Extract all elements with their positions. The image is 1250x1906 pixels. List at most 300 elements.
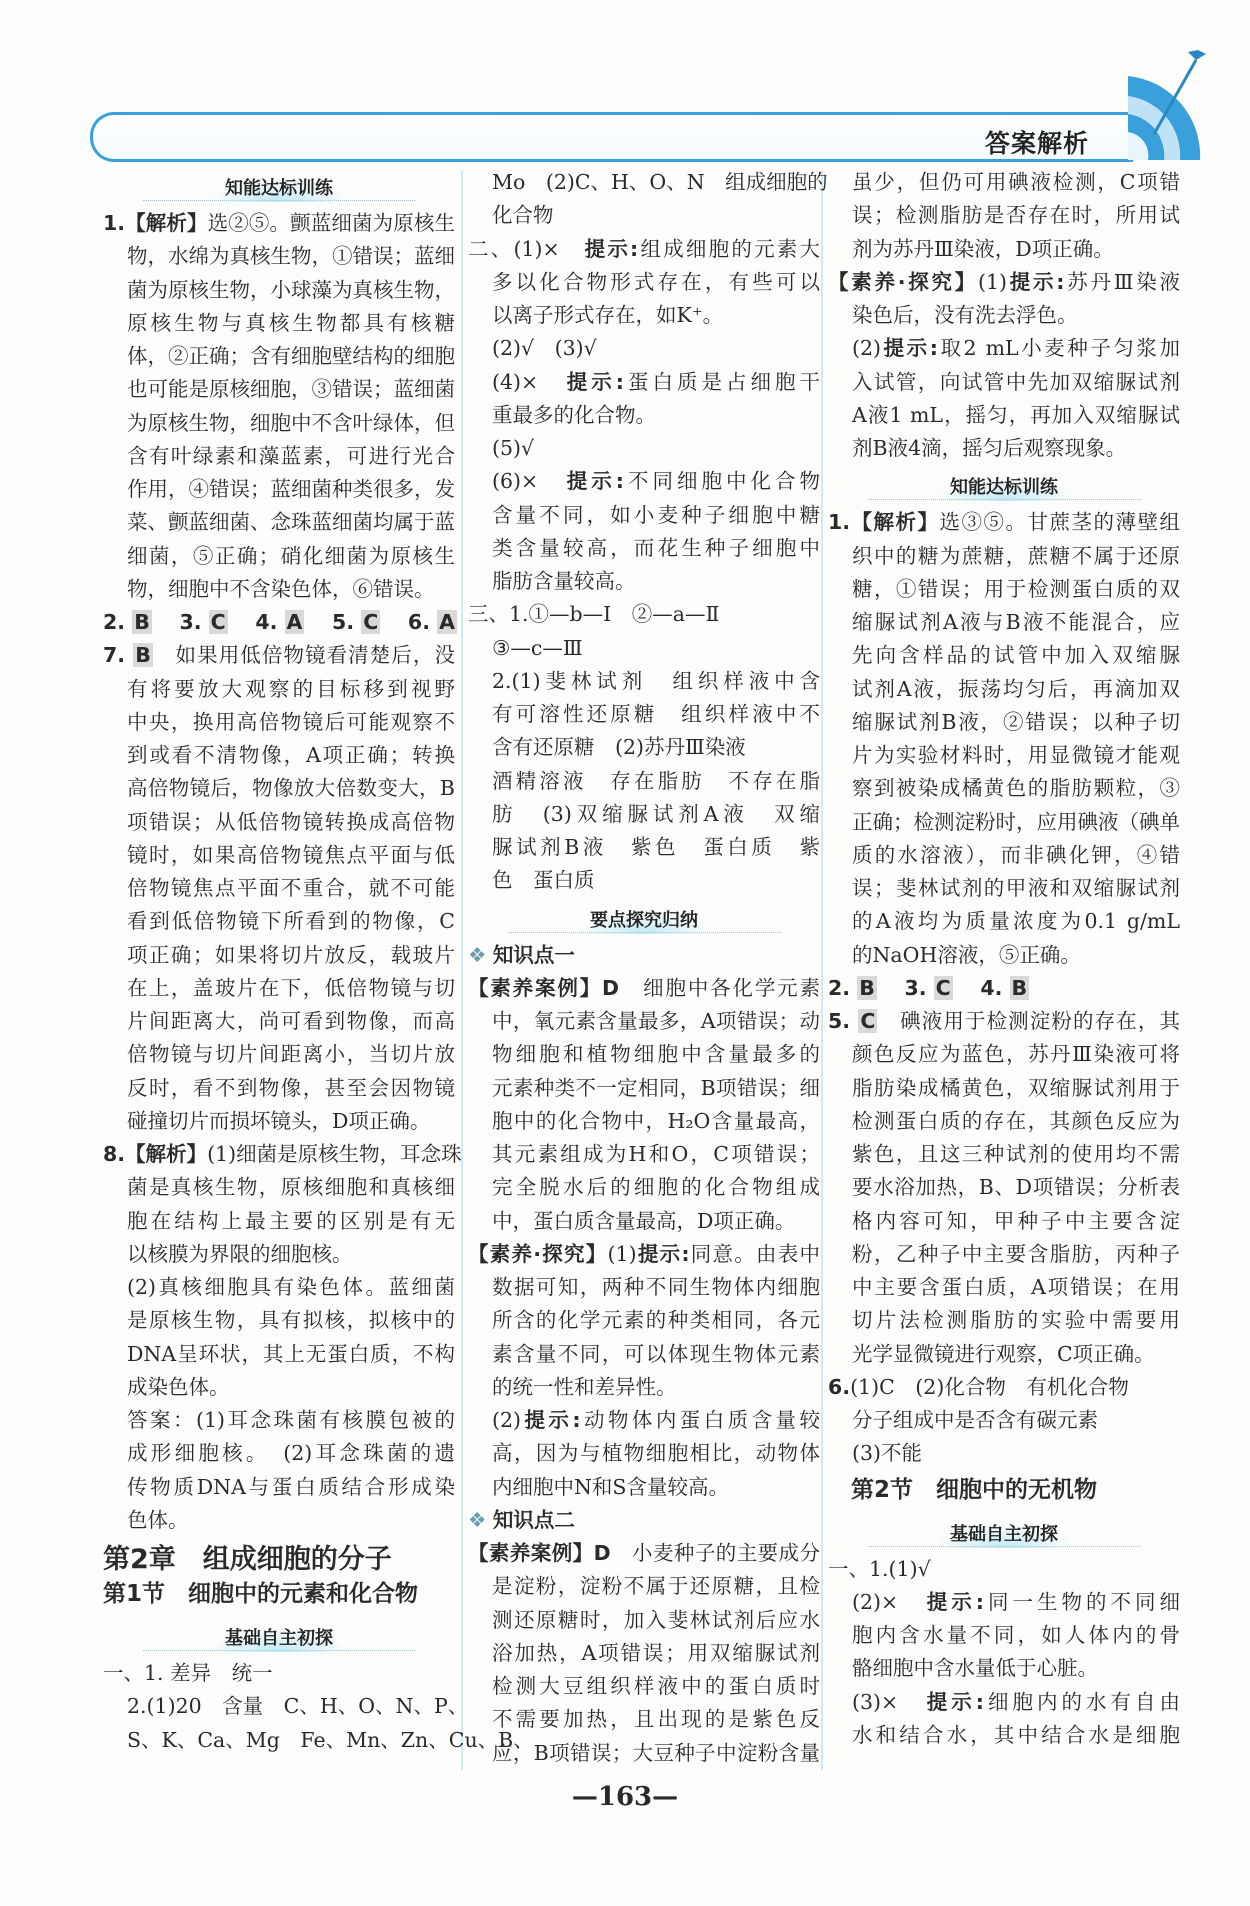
text-line bbox=[468, 432, 820, 465]
text-run: 浴加热，A项错误；用双缩脲试剂 bbox=[492, 1640, 820, 1665]
text-run: 先向含样品的试管中加入双缩脲 bbox=[852, 643, 1180, 668]
text-run: 正确；检测淀粉时，应用碘液（碘单 bbox=[852, 809, 1180, 834]
page-number: —163— bbox=[571, 1782, 679, 1812]
bold-label: 【素养·探究】 bbox=[828, 269, 979, 294]
section-heading-text: 知能达标训练 bbox=[932, 477, 1076, 501]
text-line bbox=[828, 432, 1180, 465]
text-line bbox=[828, 972, 1180, 1005]
text-line bbox=[468, 1737, 820, 1770]
text-run: 完全脱水后的细胞的化合物组成 bbox=[492, 1175, 820, 1200]
bold-label: 【素养案例】D bbox=[468, 1541, 611, 1565]
text-run: 类含量较高，而花生种子细胞中 bbox=[492, 535, 820, 560]
text-run: 作用，④错误；蓝细菌种类很多，发 bbox=[127, 477, 455, 501]
answer-choice: C bbox=[363, 610, 379, 634]
text-line bbox=[103, 1171, 455, 1204]
text-line bbox=[468, 532, 820, 565]
text-line bbox=[828, 332, 1180, 365]
text-line bbox=[828, 1586, 1180, 1619]
text-line bbox=[828, 673, 1180, 706]
text-run: 如果用低倍物镜看清楚后，没 bbox=[152, 643, 455, 668]
text-run: 同一生物的不同细 bbox=[983, 1589, 1181, 1614]
text-run: 物，水绵为真核生物，①错误；蓝细 bbox=[127, 244, 455, 269]
text-line bbox=[828, 606, 1180, 639]
column-divider bbox=[461, 170, 463, 1770]
text-run: 碰撞切片而损坏镜头，D项正确。 bbox=[127, 1108, 431, 1133]
text-line bbox=[828, 939, 1180, 972]
text-line bbox=[828, 233, 1180, 266]
column-right bbox=[828, 166, 1180, 1752]
text-run: 缩脲试剂B液，②错误；以种子切 bbox=[852, 709, 1180, 734]
text-run: 误；检测脂肪是否存在时，所用试 bbox=[852, 203, 1180, 228]
header-title: 答案解析 bbox=[985, 129, 1090, 158]
text-run: 答案：(1)耳念珠菌有核膜包被的 bbox=[127, 1408, 455, 1432]
text-line bbox=[103, 739, 455, 772]
text-run: 色体。 bbox=[127, 1507, 189, 1532]
text-line bbox=[103, 1437, 455, 1470]
text-run: 在上，盖玻片在下，低倍物镜与切 bbox=[127, 975, 455, 1000]
text-run: 试剂A液，振荡均匀后，再滴加双 bbox=[852, 676, 1180, 701]
text-line bbox=[103, 673, 455, 706]
text-line bbox=[828, 1437, 1180, 1470]
section-title: 第2节 细胞中的无机物 bbox=[828, 1476, 1098, 1503]
text-line bbox=[103, 1504, 455, 1537]
text-line bbox=[828, 1338, 1180, 1371]
text-run: 动物体内蛋白质含量较 bbox=[580, 1408, 821, 1432]
text-line bbox=[468, 1338, 820, 1371]
text-line bbox=[103, 540, 455, 573]
text-run: 脂肪含量较高。 bbox=[492, 569, 636, 593]
text-run: 2.(1)斐林试剂 组织样液中含 bbox=[492, 668, 820, 693]
text-line bbox=[103, 207, 455, 240]
text-run: 多以化合物形式存在，有些可以 bbox=[492, 269, 820, 294]
text-run: 入试管，向试管中先加双缩脲试剂 bbox=[852, 369, 1180, 394]
text-run: 也可能是原核细胞，③错误；蓝细菌 bbox=[127, 377, 455, 402]
text-line bbox=[468, 1138, 820, 1171]
text-line bbox=[103, 274, 455, 307]
text-line bbox=[828, 266, 1180, 299]
text-run: 含有叶绿素和藻蓝素，可进行光合 bbox=[127, 443, 455, 468]
text-run: (4)× bbox=[492, 369, 567, 394]
text-line bbox=[468, 199, 820, 232]
text-run: 为原核生物，细胞中不含叶绿体，但 bbox=[127, 410, 455, 435]
text-line bbox=[468, 1271, 820, 1304]
text-line bbox=[103, 706, 455, 739]
text-run: 的NaOH溶液，⑤正确。 bbox=[852, 942, 1081, 967]
bold-label: 5. bbox=[828, 1009, 859, 1033]
section-heading-text: 基础自主初探 bbox=[932, 1524, 1076, 1548]
text-run: 物，细胞中不含染色体，⑥错误。 bbox=[127, 576, 435, 601]
text-line bbox=[828, 1553, 1180, 1586]
text-line bbox=[103, 373, 455, 406]
bold-label: 4. bbox=[952, 975, 1010, 1000]
text-run: 检测蛋白质的存在，其颜色反应为 bbox=[852, 1108, 1180, 1133]
text-line bbox=[828, 1304, 1180, 1337]
text-run: 选③⑤。甘蔗茎的薄壁组 bbox=[939, 510, 1180, 535]
text-line bbox=[828, 399, 1180, 432]
answer-choice: B bbox=[859, 975, 875, 1000]
text-run: 以核膜为界限的细胞核。 bbox=[127, 1241, 353, 1266]
text-line bbox=[468, 1038, 820, 1071]
text-run: 的统一性和差异性。 bbox=[492, 1374, 677, 1399]
text-run: 有可溶性还原糖 组织样液中不 bbox=[492, 702, 820, 726]
text-line bbox=[103, 772, 455, 805]
text-run: 的A液均为质量浓度为0.1 g/mL bbox=[852, 909, 1180, 934]
text-run: 高，因为与植物细胞相比，动物体 bbox=[492, 1441, 820, 1466]
text-line bbox=[828, 540, 1180, 573]
text-run: 镜时，如果高倍物镜焦点平面与低 bbox=[127, 842, 455, 867]
text-run: 蛋白质是占细胞干 bbox=[623, 369, 821, 394]
text-run: 2.(1)20 含量 C、H、O、N、P、 bbox=[127, 1694, 469, 1719]
text-line bbox=[468, 166, 828, 199]
text-line bbox=[468, 499, 820, 532]
text-line bbox=[828, 739, 1180, 772]
bold-label: 3. bbox=[151, 610, 209, 634]
text-line bbox=[103, 1690, 469, 1723]
text-run: (1) bbox=[978, 269, 1008, 294]
text-run: 项正确；如果将切片放反，载玻片 bbox=[127, 942, 455, 967]
text-run: 细胞中各化学元素 bbox=[619, 975, 820, 1000]
text-run: 中主要含蛋白质，A项错误；在用 bbox=[852, 1275, 1180, 1299]
text-line bbox=[103, 872, 455, 905]
bold-label: 1.【解析】 bbox=[103, 211, 208, 235]
section-heading bbox=[103, 1616, 455, 1657]
text-run: 碘液用于检测淀粉的存在，其 bbox=[877, 1009, 1180, 1033]
text-line bbox=[468, 1105, 820, 1138]
text-line bbox=[468, 1471, 820, 1504]
text-run: 酒精溶液 存在脂肪 不存在脂 bbox=[492, 768, 820, 793]
text-run: 菌是真核生物，原核细胞和真核细 bbox=[127, 1175, 455, 1200]
text-run: (1) bbox=[607, 1241, 637, 1266]
bold-label: 提示: bbox=[566, 369, 624, 394]
bold-label: 2. bbox=[828, 975, 858, 1000]
text-line bbox=[828, 1138, 1180, 1171]
answer-choice: C bbox=[860, 1009, 876, 1033]
text-line bbox=[468, 1404, 820, 1437]
text-line bbox=[468, 565, 820, 598]
text-run: 细胞内的水有自由 bbox=[983, 1689, 1181, 1714]
text-run: 其元素组成为H和O，C项错误； bbox=[492, 1142, 820, 1166]
text-line bbox=[828, 366, 1180, 399]
text-line bbox=[103, 905, 455, 938]
text-run: 紫色，且这三种试剂的使用均不需 bbox=[852, 1142, 1180, 1166]
text-line bbox=[468, 1171, 820, 1204]
text-line bbox=[103, 839, 455, 872]
text-run: 一、1. 差异 统一 bbox=[103, 1661, 273, 1685]
text-run: 传物质DNA与蛋白质结合形成染 bbox=[127, 1474, 455, 1499]
bold-label: 5. bbox=[304, 610, 362, 634]
text-run: 所含的化学元素的种类相同，各元 bbox=[492, 1308, 820, 1333]
text-line bbox=[468, 1205, 820, 1238]
text-line bbox=[468, 366, 820, 399]
text-line bbox=[468, 1005, 820, 1038]
text-run: 三、1.①—b—Ⅰ ②—a—Ⅱ bbox=[468, 602, 720, 627]
text-line bbox=[468, 1504, 820, 1537]
text-run: 看到低倍物镜下所看到的物像，C bbox=[127, 909, 455, 934]
bold-label: 提示: bbox=[636, 1241, 690, 1266]
header-banner bbox=[90, 112, 1133, 162]
text-run: 应，B项错误；大豆种子中淀粉含量 bbox=[492, 1740, 820, 1765]
text-line bbox=[468, 1238, 820, 1271]
text-line bbox=[103, 1724, 534, 1757]
text-run: 菜、颤蓝细菌、念珠蓝细菌均属于蓝 bbox=[127, 510, 455, 535]
text-run: Mo (2)C、H、O、N 组成细胞的 bbox=[492, 170, 828, 194]
text-run: 二、(1)× bbox=[468, 236, 585, 261]
text-line bbox=[468, 698, 820, 731]
text-line bbox=[103, 1205, 455, 1238]
text-run: (2) bbox=[852, 336, 882, 361]
section-heading bbox=[828, 465, 1180, 506]
bold-label: 提示: bbox=[584, 236, 639, 261]
text-run: 测还原糖时，加入斐林试剂后应水 bbox=[492, 1607, 820, 1632]
text-line bbox=[468, 939, 820, 972]
bold-label: 6. bbox=[828, 1374, 851, 1399]
section-heading bbox=[103, 166, 455, 207]
text-line bbox=[103, 573, 455, 606]
text-run: 染色后，没有洗去浮色。 bbox=[852, 303, 1078, 327]
text-line bbox=[828, 1404, 1180, 1437]
text-line bbox=[468, 399, 820, 432]
text-line bbox=[468, 1670, 820, 1703]
text-run: 肪 (3)双缩脲试剂A液 双缩 bbox=[492, 801, 820, 826]
text-line bbox=[468, 1304, 820, 1337]
text-run: 片为实验材料时，用显微镜才能观 bbox=[852, 743, 1180, 767]
text-run: 察到被染成橘黄色的脂肪颗粒，③ bbox=[852, 776, 1180, 801]
text-run: 水和结合水，其中结合水是细胞 bbox=[852, 1722, 1180, 1747]
text-line bbox=[103, 407, 455, 440]
text-run: A液1 mL，摇匀，再加入双缩脲试 bbox=[852, 402, 1180, 427]
text-line bbox=[468, 1604, 820, 1637]
bold-label: 3. bbox=[876, 975, 934, 1000]
text-line bbox=[828, 166, 1180, 199]
text-line bbox=[103, 1138, 462, 1171]
text-run: 有将要放大观察的目标移到视野 bbox=[127, 676, 455, 701]
bold-label: 1.【解析】 bbox=[828, 510, 940, 535]
bold-label: 提示: bbox=[566, 469, 624, 494]
text-line bbox=[103, 1005, 455, 1038]
text-line bbox=[828, 1271, 1180, 1304]
text-run: 中，蛋白质含量最高，D项正确。 bbox=[492, 1208, 796, 1233]
text-line bbox=[468, 598, 820, 631]
text-line bbox=[103, 506, 455, 539]
text-line bbox=[828, 506, 1180, 539]
text-run: S、K、Ca、Mg Fe、Mn、Zn、Cu、B、 bbox=[127, 1727, 534, 1752]
text-run: (2) bbox=[492, 1408, 522, 1432]
bold-label: 提示: bbox=[926, 1689, 984, 1714]
answer-choice: C bbox=[210, 610, 226, 634]
text-line bbox=[828, 806, 1180, 839]
text-run: 胞内含水量不同，如人体内的骨 bbox=[852, 1623, 1180, 1647]
section-heading bbox=[828, 1512, 1180, 1553]
text-run: 骼细胞中含水量低于心脏。 bbox=[852, 1656, 1098, 1681]
text-line bbox=[103, 1271, 455, 1304]
section-heading-text: 基础自主初探 bbox=[207, 1628, 351, 1652]
text-run: 不需要加热，且出现的是紫色反 bbox=[492, 1707, 820, 1732]
text-run: 光学显微镜进行观察，C项正确。 bbox=[852, 1341, 1155, 1366]
text-run: 含有还原糖 (2)苏丹Ⅲ染液 bbox=[492, 735, 746, 760]
text-run: (5)√ bbox=[492, 436, 535, 460]
text-run: (2)× bbox=[852, 1589, 927, 1614]
text-run: 化合物 bbox=[492, 203, 554, 228]
text-line bbox=[103, 939, 455, 972]
text-line bbox=[828, 1238, 1180, 1271]
text-line bbox=[828, 1371, 1180, 1404]
text-line bbox=[468, 1637, 820, 1670]
text-line bbox=[103, 1371, 455, 1404]
text-line bbox=[103, 972, 455, 1005]
text-run: 虽少，但仍可用碘液检测，C项错 bbox=[852, 170, 1180, 194]
text-line bbox=[103, 1304, 455, 1337]
text-run: 元素种类不一定相同，B项错误；细 bbox=[492, 1075, 820, 1100]
text-line bbox=[468, 465, 820, 498]
text-run: 中，氧元素含量最多，A项错误；动 bbox=[492, 1009, 820, 1033]
text-run: 检测大豆组织样液中的蛋白质时 bbox=[492, 1674, 820, 1698]
text-run: 倍物镜与切片间距离小，当切片放 bbox=[127, 1042, 455, 1067]
text-line bbox=[103, 440, 455, 473]
text-run: 内细胞中N和S含量较高。 bbox=[492, 1474, 729, 1499]
text-line bbox=[468, 1072, 820, 1105]
text-line bbox=[828, 905, 1180, 938]
bullet-icon: ❖ bbox=[468, 1507, 493, 1532]
text-line bbox=[103, 1072, 455, 1105]
text-line bbox=[103, 340, 455, 373]
bold-label: 知识点二 bbox=[492, 1507, 575, 1532]
text-line bbox=[468, 1371, 820, 1404]
text-line bbox=[828, 872, 1180, 905]
bold-label: 提示: bbox=[521, 1408, 581, 1432]
bold-label: 2. bbox=[103, 610, 133, 634]
text-run: 切片法检测脂肪的实验中需要用 bbox=[852, 1308, 1180, 1333]
text-line bbox=[828, 772, 1180, 805]
text-run: 菌为原核生物，小球藻为真核生物， bbox=[127, 277, 455, 302]
column-middle bbox=[468, 166, 828, 1770]
text-run: 反时，看不到物像，甚至会因物镜 bbox=[127, 1075, 455, 1100]
text-run: 剂B液4滴，摇匀后观察现象。 bbox=[852, 436, 1127, 460]
text-run: 是原核生物，具有拟核，拟核中的 bbox=[127, 1308, 455, 1333]
text-run: 含量不同，如小麦种子细胞中糖 bbox=[492, 502, 820, 527]
text-line bbox=[103, 639, 455, 672]
text-line bbox=[103, 1471, 455, 1504]
text-run: 胞在结构上最主要的区别是有无 bbox=[127, 1208, 455, 1233]
text-line bbox=[103, 1404, 455, 1437]
chapter-title: 第2章 组成细胞的分子 bbox=[103, 1544, 392, 1575]
text-line bbox=[103, 1238, 455, 1271]
text-line bbox=[103, 473, 455, 506]
text-line bbox=[468, 1570, 820, 1603]
text-run: 组成细胞的元素大 bbox=[638, 236, 821, 261]
text-run: 苏丹Ⅲ染液 bbox=[1064, 269, 1180, 294]
text-line bbox=[828, 1038, 1180, 1071]
text-run: 同意。由表中 bbox=[689, 1241, 821, 1266]
text-run: 成染色体。 bbox=[127, 1374, 230, 1399]
text-run: (2)√ (3)√ bbox=[492, 336, 597, 361]
text-run: 一、1.(1)√ bbox=[828, 1556, 931, 1581]
bold-label: 提示: bbox=[926, 1589, 984, 1614]
text-line bbox=[103, 806, 455, 839]
text-run: 素含量不同，可以体现生物体元素 bbox=[492, 1341, 820, 1366]
text-run: 色 蛋白质 bbox=[492, 868, 595, 893]
text-run: 糖，①错误；用于检测蛋白质的双 bbox=[852, 576, 1180, 601]
text-run: (3)× bbox=[852, 1689, 927, 1714]
text-run: ③—c—Ⅲ bbox=[492, 635, 583, 660]
text-line bbox=[828, 1619, 1180, 1652]
text-line bbox=[468, 266, 820, 299]
text-run: 项错误；从低倍物镜转换成高倍物 bbox=[127, 809, 455, 834]
text-run: (1)细菌是原核生物，耳念珠 bbox=[207, 1142, 462, 1166]
text-run: 体，②正确；含有细胞壁结构的细胞 bbox=[127, 344, 455, 368]
section-heading-text: 知能达标训练 bbox=[207, 178, 351, 202]
text-run: 高倍物镜后，物像放大倍数变大，B bbox=[127, 776, 455, 801]
text-line bbox=[828, 839, 1180, 872]
text-run: 脲试剂B液 紫色 蛋白质 紫 bbox=[492, 835, 820, 859]
text-run: 物细胞和植物细胞中含量最多的 bbox=[492, 1042, 820, 1067]
text-run: 脂肪染成橘黄色，双缩脲试剂用于 bbox=[852, 1075, 1180, 1100]
text-line bbox=[468, 665, 820, 698]
bullet-icon: ❖ bbox=[468, 942, 493, 967]
text-line bbox=[468, 332, 820, 365]
text-run: (2)真核细胞具有染色体。蓝细菌 bbox=[127, 1275, 455, 1299]
text-line bbox=[828, 1205, 1180, 1238]
text-run: 中央，换用高倍物镜后可能观察不 bbox=[127, 709, 455, 734]
text-run: 误；斐林试剂的甲液和双缩脲试剂 bbox=[852, 876, 1180, 900]
text-run: 分子组成中是否含有碳元素 bbox=[852, 1408, 1098, 1432]
text-run: (6)× bbox=[492, 469, 567, 494]
answer-choice: A bbox=[439, 610, 455, 634]
text-run: (1)C (2)化合物 有机化合物 bbox=[850, 1374, 1129, 1399]
text-line bbox=[103, 307, 455, 340]
text-run: 不同细胞中化合物 bbox=[623, 469, 821, 494]
text-line bbox=[828, 573, 1180, 606]
section-title: 第1节 细胞中的元素和化合物 bbox=[103, 1581, 419, 1607]
text-run: 原核生物与真核生物都具有核糖 bbox=[127, 310, 455, 335]
text-run: 格内容可知，甲种子中主要含淀 bbox=[852, 1208, 1180, 1233]
text-line bbox=[103, 240, 455, 273]
text-run: 小麦种子的主要成分 bbox=[610, 1541, 820, 1565]
bold-label: 提示: bbox=[1007, 269, 1065, 294]
text-line bbox=[828, 199, 1180, 232]
text-run: 质的水溶液），而非碘化钾，④错 bbox=[852, 842, 1180, 867]
answer-choice: B bbox=[1011, 975, 1028, 1000]
text-line bbox=[828, 1072, 1180, 1105]
text-line bbox=[103, 1338, 455, 1371]
text-run: DNA呈环状，其上无蛋白质，不构 bbox=[127, 1341, 455, 1366]
text-run: 剂为苏丹Ⅲ染液，D项正确。 bbox=[852, 236, 1114, 261]
answer-choice: A bbox=[286, 610, 303, 634]
section-heading bbox=[468, 898, 820, 939]
bold-label: 【素养案例】D bbox=[468, 975, 620, 1000]
text-run: 要水浴加热，B、D项错误；分析表 bbox=[852, 1175, 1180, 1200]
text-line bbox=[103, 1657, 455, 1690]
text-run: 是淀粉，淀粉不属于还原糖，且检 bbox=[492, 1574, 820, 1599]
text-line bbox=[828, 1686, 1180, 1719]
bold-label: 6. bbox=[380, 610, 438, 634]
bold-label: 8.【解析】 bbox=[103, 1142, 208, 1166]
text-run: 颜色反应为蓝色，苏丹Ⅲ染液可将 bbox=[852, 1042, 1180, 1067]
bold-label: 提示: bbox=[881, 336, 938, 361]
text-run: 缩脲试剂A液与B液不能混合，应 bbox=[852, 610, 1180, 634]
text-line bbox=[468, 972, 820, 1005]
section-heading-text: 要点探究归纳 bbox=[572, 910, 716, 934]
text-run: 重最多的化合物。 bbox=[492, 402, 656, 427]
text-line bbox=[468, 831, 820, 864]
text-line bbox=[468, 233, 820, 266]
text-line bbox=[103, 606, 455, 639]
text-line bbox=[468, 731, 820, 764]
text-line bbox=[828, 1005, 1180, 1038]
text-run: 数据可知，两种不同生物体内细胞 bbox=[492, 1275, 820, 1299]
answer-choice: B bbox=[135, 643, 151, 668]
text-line bbox=[468, 765, 820, 798]
text-line bbox=[468, 798, 820, 831]
